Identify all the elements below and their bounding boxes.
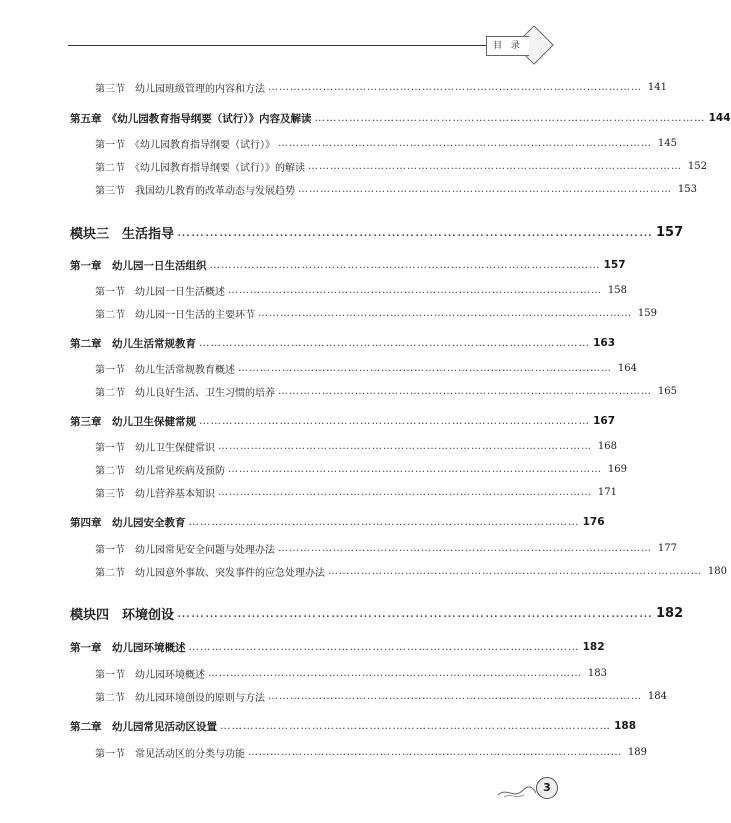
toc-entry-section[interactable] bbox=[95, 744, 647, 760]
toc-entry-title: 第一章 幼儿园环境概述 bbox=[70, 641, 186, 654]
toc-entry-title: 第二节 幼儿园一日生活的主要环节 bbox=[95, 309, 255, 321]
toc-entry-title: 第一节 常见活动区的分类与功能 bbox=[95, 748, 245, 760]
toc-entry-title: 第二章 幼儿园常见活动区设置 bbox=[70, 720, 217, 733]
toc-entry-title: 第一节 《幼儿园教育指导纲要（试行）》 bbox=[95, 139, 275, 151]
toc-entry-title: 模块三 生活指导 bbox=[70, 226, 175, 242]
toc-entry-page: 189 bbox=[627, 746, 647, 758]
toc-leader-dots: ………………………………………………………………………………………… bbox=[199, 337, 590, 349]
toc-entry-section[interactable] bbox=[95, 540, 677, 556]
toc-entry-chapter[interactable] bbox=[70, 257, 626, 273]
toc-entry-section[interactable] bbox=[95, 383, 677, 399]
toc-entry-section[interactable] bbox=[95, 282, 627, 298]
toc-leader-dots: ………………………………………………………………………………………… bbox=[268, 690, 642, 702]
toc-leader-dots: ………………………………………………………………………………………… bbox=[248, 746, 622, 758]
toc-entry-page: 145 bbox=[657, 137, 677, 149]
toc-leader-dots: ………………………………………………………………………………………… bbox=[177, 605, 654, 621]
toc-leader-dots: ………………………………………………………………………………………… bbox=[278, 542, 652, 554]
toc-entry-page: 141 bbox=[647, 81, 667, 93]
toc-entry-page: 171 bbox=[597, 486, 617, 498]
toc-entry-chapter[interactable] bbox=[70, 413, 615, 429]
toc-leader-dots: ………………………………………………………………………………………… bbox=[258, 307, 632, 319]
toc-entry-title: 第二节 幼儿园意外事故、突发事件的应急处理办法 bbox=[95, 567, 325, 579]
toc-entry-title: 模块四 环境创设 bbox=[70, 607, 175, 623]
toc-leader-dots: ………………………………………………………………………………………… bbox=[298, 183, 672, 195]
toc-entry-title: 第四章 幼儿园安全教育 bbox=[70, 516, 186, 529]
toc-leader-dots: ………………………………………………………………………………………… bbox=[220, 720, 611, 732]
toc-entry-chapter[interactable] bbox=[70, 335, 615, 351]
toc-entry-section[interactable] bbox=[95, 305, 657, 321]
toc-leader-dots: ………………………………………………………………………………………… bbox=[218, 440, 592, 452]
toc-entry-page: 168 bbox=[597, 440, 617, 452]
toc-entry-section[interactable] bbox=[95, 135, 677, 151]
toc-entry-title: 第一节 幼儿园常见安全问题与处理办法 bbox=[95, 544, 275, 556]
toc-leader-dots: ………………………………………………………………………………………… bbox=[314, 112, 706, 124]
toc-entry-chapter[interactable] bbox=[70, 110, 731, 126]
toc-leader-dots: ………………………………………………………………………………………… bbox=[328, 565, 702, 577]
toc-entry-page: 182 bbox=[582, 641, 605, 653]
toc-entry-section[interactable] bbox=[95, 484, 617, 500]
toc-entry-chapter[interactable] bbox=[70, 639, 605, 655]
page-number-badge: 3 bbox=[536, 777, 558, 799]
toc-entry-title: 第二节 幼儿良好生活、卫生习惯的培养 bbox=[95, 387, 275, 399]
toc-leader-dots: ………………………………………………………………………………………… bbox=[177, 224, 654, 240]
toc-entry-page: 152 bbox=[687, 160, 707, 172]
header-section-label: 目 录 bbox=[486, 36, 529, 56]
toc-entry-page: 167 bbox=[593, 415, 615, 427]
toc-entry-page: 159 bbox=[637, 307, 657, 319]
toc-leader-dots: ………………………………………………………………………………………… bbox=[228, 284, 602, 296]
toc-entry-page: 164 bbox=[617, 362, 637, 374]
toc-entry-section[interactable] bbox=[95, 688, 667, 704]
toc-entry-title: 第二节 幼儿园环境创设的原则与方法 bbox=[95, 692, 265, 704]
toc-entry-title: 第三节 幼儿园班级管理的内容和方法 bbox=[95, 83, 265, 95]
toc-leader-dots: ………………………………………………………………………………………… bbox=[209, 259, 601, 271]
toc-entry-section[interactable] bbox=[95, 158, 707, 174]
toc-entry-page: 144 bbox=[708, 112, 731, 124]
toc-entry-page: 165 bbox=[657, 385, 677, 397]
toc-entry-page: 176 bbox=[582, 516, 605, 528]
toc-entry-title: 第一节 幼儿生活常规教育概述 bbox=[95, 364, 235, 376]
toc-leader-dots: ………………………………………………………………………………………… bbox=[188, 516, 580, 528]
toc-entry-chapter[interactable] bbox=[70, 514, 605, 530]
toc-entry-section[interactable] bbox=[95, 461, 627, 477]
toc-entry-section[interactable] bbox=[95, 563, 727, 579]
toc-entry-page: 180 bbox=[707, 565, 727, 577]
toc-entry-page: 183 bbox=[587, 667, 607, 679]
swirl-ornament-icon bbox=[496, 783, 538, 801]
toc-entry-chapter[interactable] bbox=[70, 718, 636, 734]
toc-entry-section[interactable] bbox=[95, 79, 667, 95]
toc-entry-title: 第一节 幼儿卫生保健常识 bbox=[95, 442, 215, 454]
toc-entry-page: 169 bbox=[607, 463, 627, 475]
toc-entry-page: 157 bbox=[656, 224, 684, 240]
toc-entry-module[interactable] bbox=[70, 603, 684, 623]
toc-entry-title: 第二节 幼儿常见疾病及预防 bbox=[95, 465, 225, 477]
toc-entry-title: 第三节 幼儿营养基本知识 bbox=[95, 488, 215, 500]
toc-entry-title: 第一节 幼儿园一日生活概述 bbox=[95, 286, 225, 298]
toc-leader-dots: ………………………………………………………………………………………… bbox=[238, 362, 612, 374]
toc-entry-section[interactable] bbox=[95, 360, 637, 376]
toc-entry-page: 158 bbox=[607, 284, 627, 296]
toc-entry-page: 188 bbox=[614, 720, 636, 732]
toc-entry-page: 153 bbox=[677, 183, 697, 195]
toc-leader-dots: ………………………………………………………………………………………… bbox=[278, 137, 652, 149]
toc-entry-section[interactable] bbox=[95, 438, 617, 454]
toc-entry-page: 163 bbox=[593, 337, 615, 349]
toc-leader-dots: ………………………………………………………………………………………… bbox=[208, 667, 582, 679]
toc-entry-title: 第五章 《幼儿园教育指导纲要（试行）》内容及解读 bbox=[70, 112, 312, 125]
toc-leader-dots: ………………………………………………………………………………………… bbox=[268, 81, 642, 93]
toc-entry-page: 184 bbox=[647, 690, 667, 702]
toc-entry-title: 第三节 我国幼儿教育的改革动态与发展趋势 bbox=[95, 185, 295, 197]
toc-entry-section[interactable] bbox=[95, 181, 697, 197]
toc-leader-dots: ………………………………………………………………………………………… bbox=[308, 160, 682, 172]
toc-leader-dots: ………………………………………………………………………………………… bbox=[188, 641, 580, 653]
toc-entry-section[interactable] bbox=[95, 665, 607, 681]
toc-leader-dots: ………………………………………………………………………………………… bbox=[199, 415, 590, 427]
header-rule bbox=[68, 45, 490, 46]
toc-entry-page: 157 bbox=[603, 259, 626, 271]
toc-entry-title: 第一章 幼儿园一日生活组织 bbox=[70, 259, 207, 272]
toc-entry-title: 第二章 幼儿生活常规教育 bbox=[70, 337, 196, 350]
toc-entry-title: 第三章 幼儿卫生保健常规 bbox=[70, 415, 196, 428]
toc-leader-dots: ………………………………………………………………………………………… bbox=[218, 486, 592, 498]
toc-entry-page: 182 bbox=[656, 605, 684, 621]
toc-entry-title: 第二节 《幼儿园教育指导纲要（试行）》的解读 bbox=[95, 162, 305, 174]
toc-entry-module[interactable] bbox=[70, 222, 684, 242]
toc-entry-page: 177 bbox=[657, 542, 677, 554]
toc-leader-dots: ………………………………………………………………………………………… bbox=[228, 463, 602, 475]
toc-leader-dots: ………………………………………………………………………………………… bbox=[278, 385, 652, 397]
toc-entry-title: 第一节 幼儿园环境概述 bbox=[95, 669, 205, 681]
